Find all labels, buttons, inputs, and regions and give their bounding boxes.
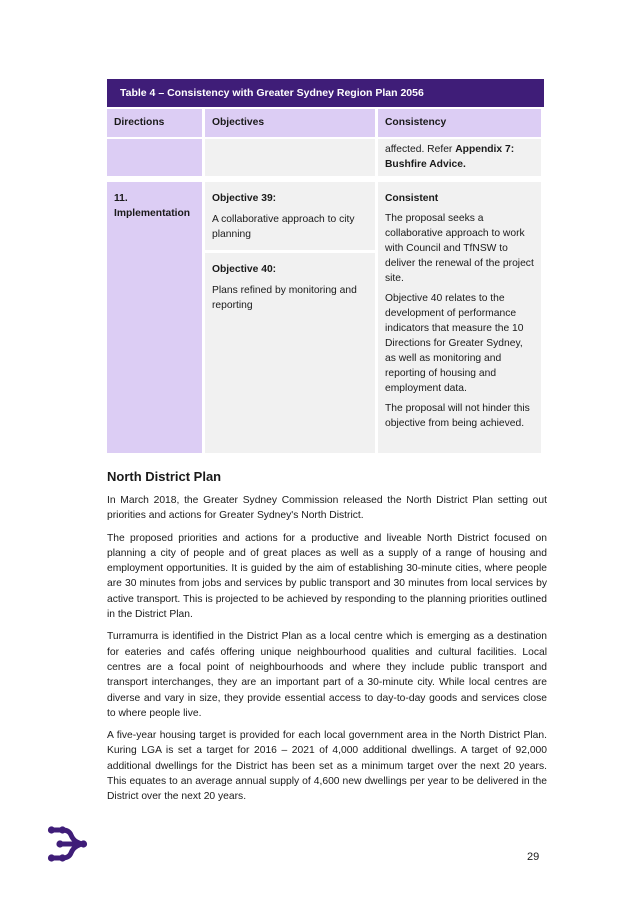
consistency-status: Consistent [385,193,439,204]
header-directions: Directions [107,109,202,137]
objective-text: Plans refined by monitoring and reporting [212,285,357,311]
page-number: 29 [527,851,540,863]
section-paragraph: In March 2018, the Greater Sydney Commission released the North District Plan setting out priorities and actions for Greater Sydney's North District. [107,495,547,522]
objective-text: A collaborative approach to city planning [212,214,355,240]
consistency-cell [378,139,541,176]
north-district-plan-section [107,469,547,812]
direction-cell [107,139,202,176]
consistency-paragraph: Objective 40 relates to the development of performance indicators that measure the 10 Directions for Greater Sydney, as well as monitoring and reporting of housing and employment data. [385,293,524,394]
objective-39 [205,182,375,250]
objective-title: Objective 40: [212,264,277,275]
section-paragraph: The proposed priorities and actions for a productive and liveable North District focused on planning a city of people and of great places as well as a supply of a range of housing and employment opportunities. It is guided by the aim of establishing 30-minute cities, where people are 30 minutes from jobs and services by public transport and 30 minutes from local services by active transport. This is projected to be achieved by responding to the planning priorities outlined in the District Plan. [107,532,547,621]
table-header-row [107,109,544,137]
objectives-cell [205,139,375,176]
consistency-cell [378,182,541,453]
table-title: Table 4 – Consistency with Greater Sydney Region Plan 2056 [107,79,544,107]
table-row [107,139,544,176]
consistency-paragraph: The proposal will not hinder this objective from being achieved. [385,403,530,429]
brand-logo-icon [47,826,89,862]
objective-40 [205,253,375,453]
section-heading: North District Plan [107,469,222,484]
table-row [107,182,544,453]
consistency-paragraph: The proposal seeks a collaborative approach to work with Council and TfNSW to deliver the renewal of the project site. [385,213,534,284]
objective-title: Objective 39: [212,193,277,204]
consistency-text: affected. Refer [385,144,456,155]
section-paragraph: Turramurra is identified in the District Plan as a local centre which is emerging as a destination for eateries and cafés offering unique neighbourhood qualities and cultural facilities. Local centres are a focal point of neighbourhoods and where they include public transport and transport interchanges, they are an important part of a 30-minute city. While local centres are diverse and vary in size, they provide essential access to day-to-day goods and services close to where people live. [107,631,547,719]
direction-cell: 11. Implementation [107,182,202,453]
section-paragraph: A five-year housing target is provided for each local government area in the North District Plan. Kuring LGA is set a target for 2016 – 2021 of 4,000 additional dwellings. A target of 92,000 additional dwellings for the District has been set as a minimum target over the next 20 years. This equates to an average annual supply of 4,600 new dwellings per year to be delivered in the District over the next 20 years. [107,730,547,803]
consistency-table [107,79,544,453]
appendix-reference: Appendix 7: Bushfire Advice. [385,144,515,170]
objectives-cell [205,182,375,453]
header-objectives: Objectives [205,109,375,137]
header-consistency: Consistency [378,109,541,137]
